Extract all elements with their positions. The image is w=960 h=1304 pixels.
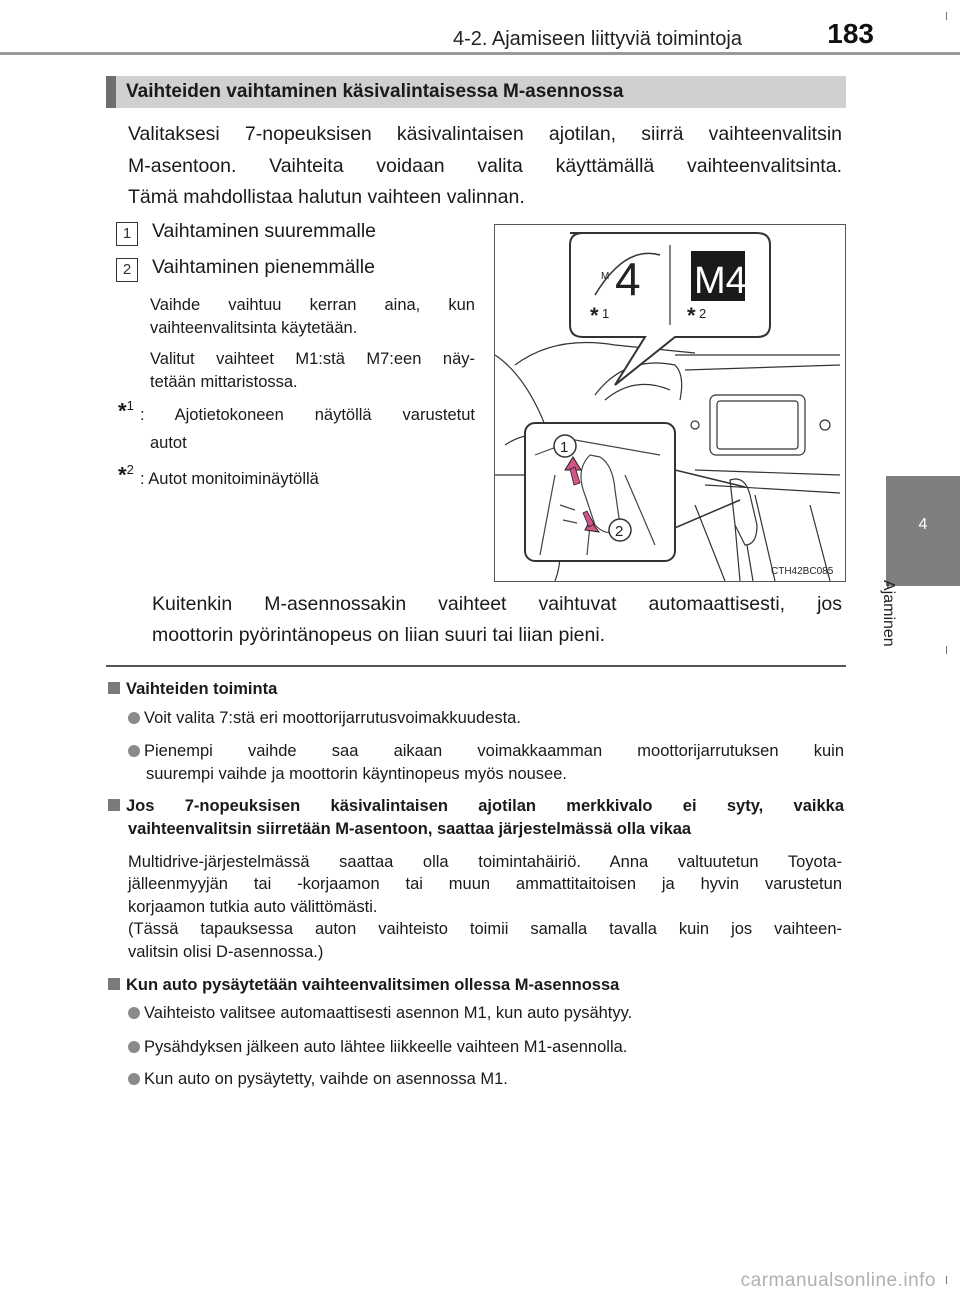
paragraph-line: jälleenmyyjän tai -korjaamon tai muun ammattitaitoisen ja hyvin varustetun xyxy=(128,875,842,893)
chapter-tab xyxy=(886,476,960,586)
paragraph-line: (Tässä tapauksessa auton vaihteisto toimii samalla tavalla kuin jos vaihteen- xyxy=(128,920,842,938)
subheading: Jos 7-nopeuksisen käsivalintaisen ajotilan merkkivalo ei syty, vaikka xyxy=(108,795,844,817)
round-bullet-icon xyxy=(128,745,140,757)
shift-lever-illustration xyxy=(494,224,846,582)
bullet-item: Voit valita 7:stä eri moottorijarrutusvoimakkuudesta. xyxy=(128,707,844,729)
crop-mark xyxy=(946,12,947,20)
subheading: Vaihteiden toiminta xyxy=(108,678,277,700)
note-line: vaihteenvalitsinta käytetään. xyxy=(150,319,358,337)
footnote-line: : Autot monitoiminäytöllä xyxy=(140,470,319,488)
watermark: carmanualsonline.info xyxy=(740,1270,936,1291)
intro-line: M-asentoon. Vaihteita voidaan valita käyttämällä vaihteenvalitsinta. xyxy=(128,155,842,177)
footnote-line: : Ajotietokoneen näytöllä varustetut xyxy=(140,406,475,424)
bullet-item: Vaihteisto valitsee automaattisesti asennon M1, kun auto pysähtyy. xyxy=(128,1002,844,1024)
crop-mark xyxy=(946,1276,947,1284)
item-number-box: 1 xyxy=(116,222,138,246)
figure-star1-label: 1 xyxy=(602,306,610,321)
paragraph-line: korjaamon tutkia auto välittömästi. xyxy=(128,898,378,916)
section-title-bar xyxy=(106,76,846,108)
however-line: moottorin pyörintänopeus on liian suuri tai liian pieni. xyxy=(152,624,606,646)
subheading: Kun auto pysäytetään vaihteenvalitsimen ollessa M-asennossa xyxy=(108,974,619,996)
paragraph-line: valitsin olisi D-asennossa.) xyxy=(128,943,324,961)
chapter-label-text: Ajaminen xyxy=(880,580,897,647)
chapter-label xyxy=(880,578,923,678)
item-label: Vaihtaminen pienemmälle xyxy=(152,256,375,278)
footnote-line: autot xyxy=(150,434,187,452)
round-bullet-icon xyxy=(128,1073,140,1085)
header-rule xyxy=(0,52,960,55)
bullet-continuation: suurempi vaihde ja moottorin käyntinopeus myös nousee. xyxy=(146,765,567,783)
callout-1: 1 xyxy=(560,439,569,456)
bullet-item: Pysähdyksen jälkeen auto lähtee liikkeelle vaihteen M1-asennolla. xyxy=(128,1036,844,1058)
figure-star2-label: 2 xyxy=(699,306,707,321)
chapter-number: 4 xyxy=(918,516,928,533)
square-bullet-icon xyxy=(108,682,120,694)
svg-text:*: * xyxy=(590,303,599,328)
svg-text:*: * xyxy=(687,303,696,328)
display-gear-digit: 4 xyxy=(615,253,641,305)
footnote-marker: *$^2$ xyxy=(118,462,134,488)
paragraph-line: Multidrive-järjestelmässä saattaa olla toimintahäiriö. Anna valtuutetun Toyota- xyxy=(128,853,842,871)
intro-line: Tämä mahdollistaa halutun vaihteen valinnan. xyxy=(128,186,525,208)
item-number-box: 2 xyxy=(116,258,138,282)
bullet-item: Kun auto on pysäytetty, vaihde on asennossa M1. xyxy=(128,1068,844,1090)
note-line: Vaihde vaihtuu kerran aina, kun xyxy=(150,296,475,314)
figure-code: CTH42BC085 xyxy=(771,566,834,577)
however-line: Kuitenkin M-asennossakin vaihteet vaihtuvat automaattisesti, jos xyxy=(152,593,842,615)
page-number: 183 xyxy=(827,18,874,49)
footnote-marker: *$^1$ xyxy=(118,398,134,424)
section-divider xyxy=(106,665,846,667)
subheading-continuation: vaihteenvalitsin siirretään M-asentoon, saattaa järjestelmässä olla vikaa xyxy=(128,820,692,838)
item-label: Vaihtaminen suuremmalle xyxy=(152,220,376,242)
section-title: Vaihteiden vaihtaminen käsivalintaisessa M-asennossa xyxy=(126,81,624,102)
display-m4: M4 xyxy=(694,260,747,302)
note-line: tetään mittaristossa. xyxy=(150,373,298,391)
crop-mark xyxy=(946,646,947,654)
intro-line: Valitaksesi 7-nopeuksisen käsivalintaisen ajotilan, siirrä vaihteenvalitsin xyxy=(128,123,842,145)
round-bullet-icon xyxy=(128,712,140,724)
running-header: 4-2. Ajamiseen liittyviä toimintoja xyxy=(452,28,742,50)
round-bullet-icon xyxy=(128,1007,140,1019)
square-bullet-icon xyxy=(108,799,120,811)
bullet-item: Pienempi vaihde saa aikaan voimakkaamman moottorijarrutuksen kuin xyxy=(128,740,844,762)
square-bullet-icon xyxy=(108,978,120,990)
illustration-svg xyxy=(495,225,845,581)
callout-2: 2 xyxy=(615,523,624,540)
round-bullet-icon xyxy=(128,1041,140,1053)
note-line: Valitut vaihteet M1:stä M7:een näy- xyxy=(150,350,475,368)
display-m-letter: M xyxy=(601,271,610,282)
